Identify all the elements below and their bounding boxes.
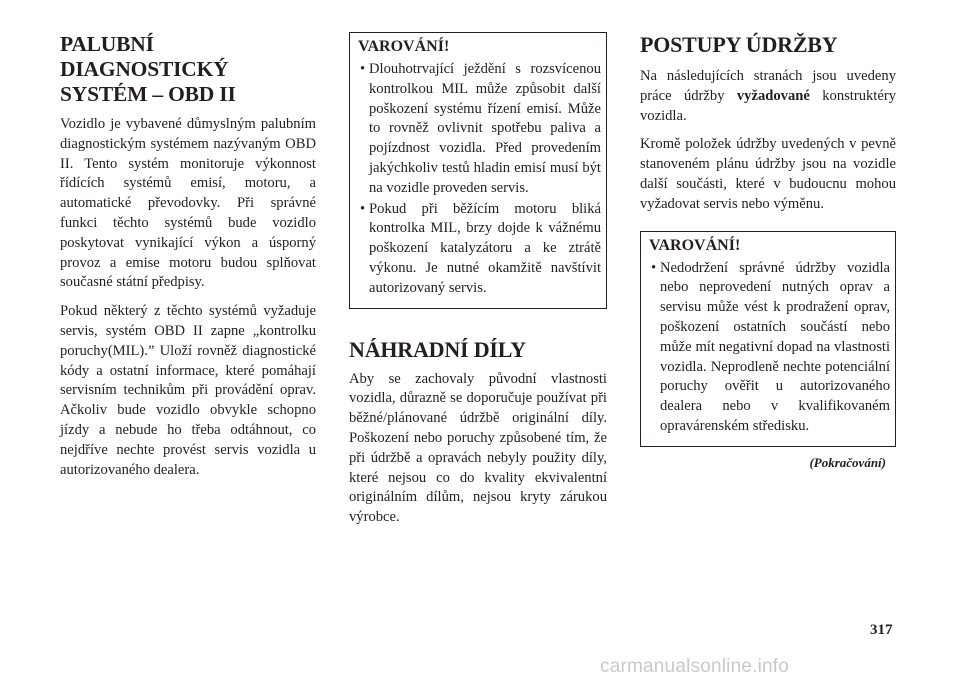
warning-item-text: Dlouhotrvající ježdění s rozsvícenou kontrolkou MIL může způsobit další poškození systému řízení emisí. Může to rovněž ovlivnit spotřebu paliva a pojízdnost vozidla. Před provedením jakýchkoliv testů hladin emisí musí být na vozidle proveden servis.: [369, 61, 601, 196]
bullet-icon: •: [360, 200, 366, 217]
continued-note: (Pokračování): [809, 454, 886, 470]
heading-obd: [60, 32, 316, 107]
warning-item: [358, 200, 601, 299]
warning-title: VAROVÁNÍ!: [649, 236, 741, 254]
obd-paragraph-2: Pokud některý z těchto systémů vyžaduje servis, systém OBD II zapne „kontrolku poruchy(MIL).” Uloží rovněž diagnostické kódy a ostatní informace, které pomáhají servisním technikům při provádění oprav. Ačkoliv bude vozidlo obvykle schopno jízdy a nebude ho třeba odtáhnout, co nejdříve nechte provést servis vozidla u autorizovaného dealera.: [60, 303, 316, 478]
maintenance-paragraph-1: [640, 67, 896, 126]
warning-box-maintenance: [640, 231, 896, 447]
warning-box-mil: [349, 32, 607, 309]
column-right: [640, 32, 896, 471]
column-middle: [349, 32, 607, 537]
warning-title: VAROVÁNÍ!: [358, 38, 450, 55]
bullet-icon: •: [651, 259, 657, 276]
heading-maintenance: POSTUPY ÚDRŽBY: [640, 32, 838, 57]
column-left: [60, 32, 316, 489]
warning-list: [649, 259, 890, 437]
warning-item-text: Pokud při běžícím motoru bliká kontrolka MIL, brzy dojde k vážnému poškození katalyzátoru a ke ztrátě výkonu. Je nutné okamžitě navštívit autorizovaný servis.: [369, 200, 601, 296]
page-number: 317: [870, 622, 893, 638]
watermark: carmanualsonline.info: [600, 656, 790, 677]
obd-paragraph-1: Vozidlo je vybavené důmyslným palubním diagnostickým systémem nazývaným OBD II. Tento systém monitoruje výkonnost řídících systémů emisí, motoru, a automatické převodovky. Při správné funkci těchto systémů bude vozidlo poskytovat vynikající výkon a úsporný provoz a emise motoru budou splňovat současné státní předpisy.: [60, 116, 316, 291]
heading-obd-line-2: DIAGNOSTICKÝ: [60, 57, 229, 81]
maintenance-text-b: konstruktéry vozidla.: [640, 87, 896, 124]
warning-item: [358, 60, 601, 199]
heading-obd-line-1: PALUBNÍ: [60, 32, 154, 56]
maintenance-paragraph-2: Kromě položek údržby uvedených v pevně stanoveném plánu údržby jsou na vozidle další součásti, které v budoucnu mohou vyžadovat servis nebo výměnu.: [640, 136, 896, 212]
heading-obd-line-3: SYSTÉM – OBD II: [60, 82, 236, 106]
warning-item-text: Nedodržení správné údržby vozidla nebo neprovedení nutných oprav a servisu může vést k prodražení oprav, poškození ostatních součástí nebo může mít negativní dopad na vlastnosti vozidla. Neprodleně nechte potenciální poruchy ověřit u autorizovaného dealera nebo v kvalifikovaném opravárenském středisku.: [660, 259, 890, 434]
spare-parts-paragraph: Aby se zachovaly původní vlastnosti vozidla, důrazně se doporučuje používat při běžné/plánované údržbě originální díly. Poškození nebo poruchy způsobené tím, že při údržbě a opravách nebyly použity díly, které nejsou co do kvality ekvivalentní originálním dílům, nejsou kryty zárukou výrobce.: [349, 370, 607, 526]
warning-list: [358, 60, 601, 299]
maintenance-text-a: Na následujících stranách jsou uvedeny práce údržby: [640, 68, 896, 104]
heading-spare-parts: NÁHRADNÍ DÍLY: [349, 336, 526, 362]
maintenance-text-bold: vyžadované: [736, 87, 810, 104]
bullet-icon: •: [360, 61, 366, 77]
warning-item: [649, 259, 890, 437]
